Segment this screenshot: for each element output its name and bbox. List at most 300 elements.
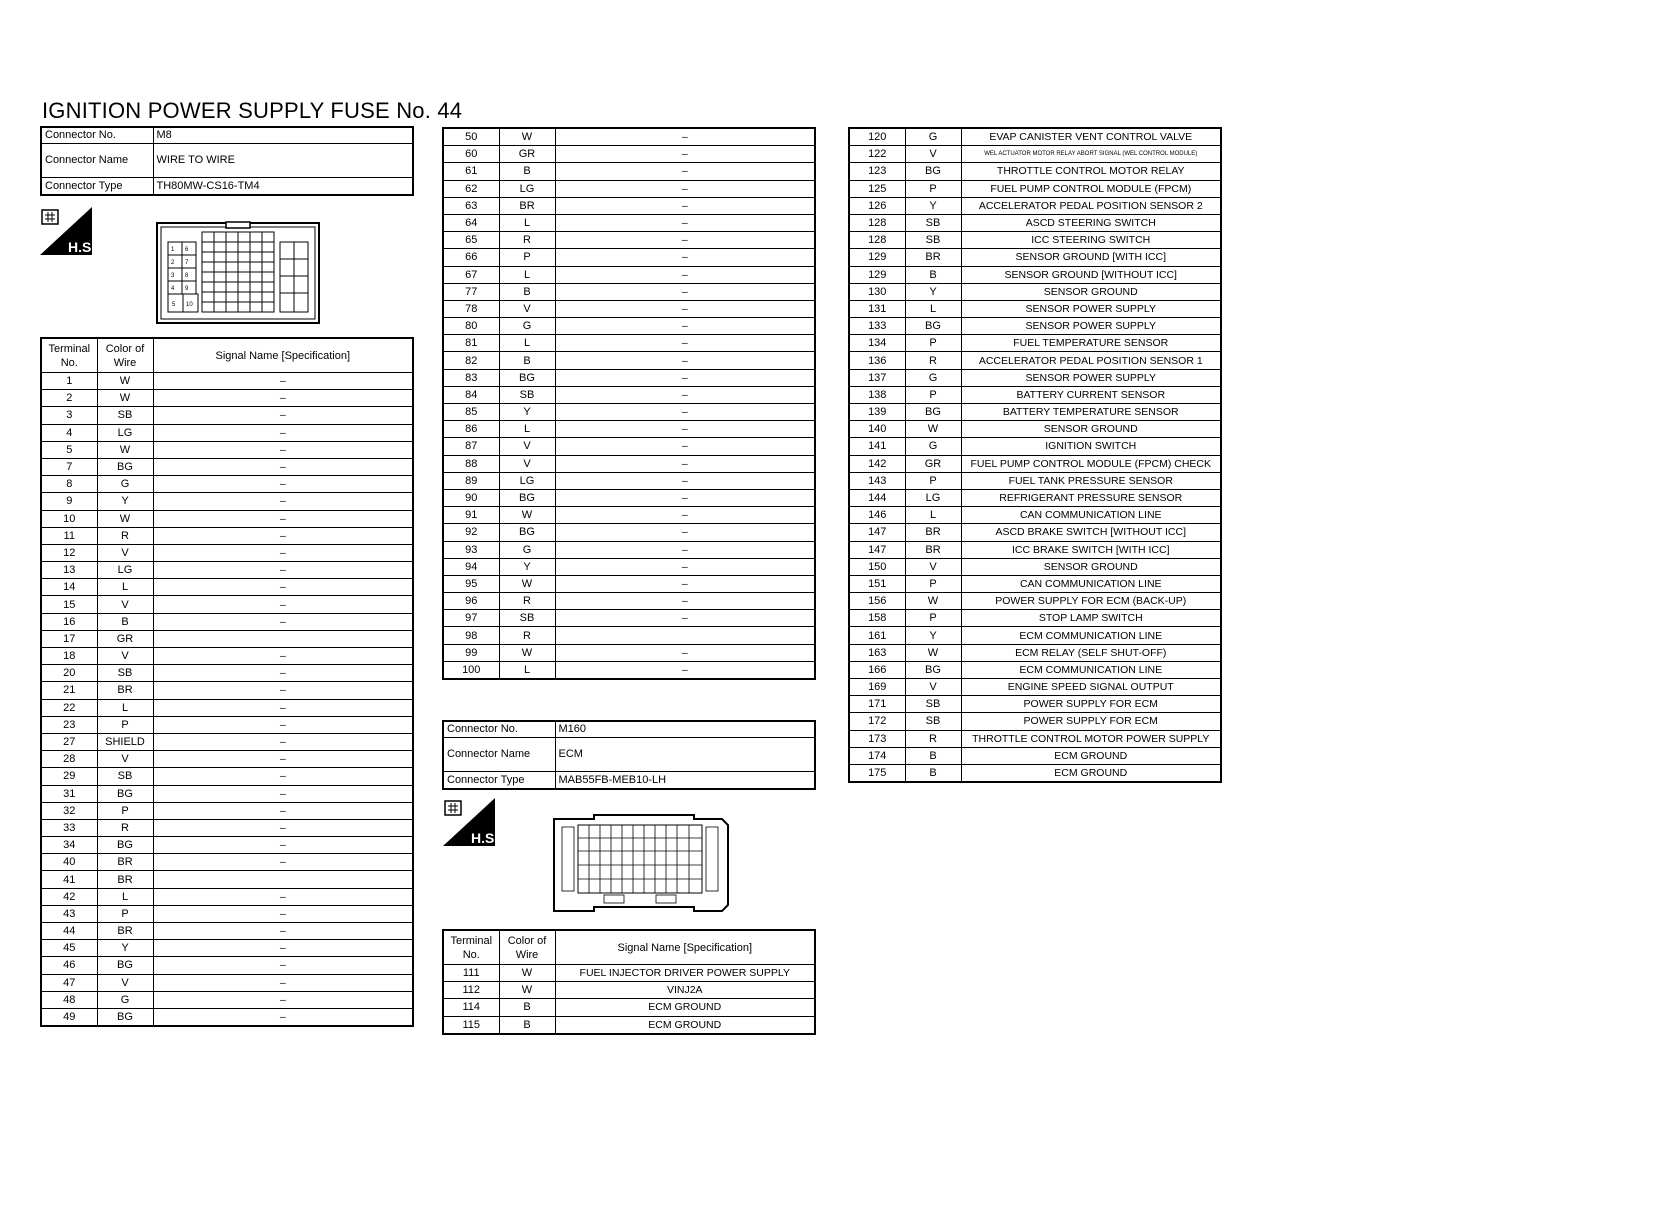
- wire-color-cell: B: [499, 283, 555, 300]
- terminal-cell: 82: [443, 352, 499, 369]
- table-row: [443, 386, 815, 403]
- table-row: [443, 249, 815, 266]
- wire-color-cell: BG: [499, 524, 555, 541]
- signal-name-cell: ACCELERATOR PEDAL POSITION SENSOR 1: [961, 352, 1221, 369]
- table-row: [443, 266, 815, 283]
- pin-label: 5: [172, 302, 176, 308]
- wire-color-cell: SB: [499, 386, 555, 403]
- wire-color-cell: W: [97, 510, 153, 527]
- table-row: [41, 407, 413, 424]
- table-row: [41, 837, 413, 854]
- terminal-cell: 158: [849, 610, 905, 627]
- wire-color-cell: SB: [905, 232, 961, 249]
- wire-color-cell: BG: [97, 957, 153, 974]
- table-row: [443, 197, 815, 214]
- wire-color-cell: W: [97, 441, 153, 458]
- terminal-cell: 146: [849, 507, 905, 524]
- signal-name-cell: –: [555, 214, 815, 231]
- signal-name-cell: ICC STEERING SWITCH: [961, 232, 1221, 249]
- table-row: [849, 266, 1221, 283]
- signal-name-cell: –: [555, 610, 815, 627]
- table-row: [41, 905, 413, 922]
- terminal-cell: 166: [849, 661, 905, 678]
- wire-color-cell: G: [905, 128, 961, 146]
- table-row: [849, 197, 1221, 214]
- terminal-cell: 13: [41, 562, 97, 579]
- terminal-cell: 11: [41, 527, 97, 544]
- table-row: [443, 369, 815, 386]
- pin-label: 1: [171, 247, 175, 253]
- wire-color-cell: LG: [499, 472, 555, 489]
- wire-color-cell: R: [97, 819, 153, 836]
- wire-color-cell: BR: [97, 871, 153, 888]
- wire-color-cell: BR: [97, 923, 153, 940]
- wire-color-cell: B: [499, 352, 555, 369]
- wire-color-cell: BG: [905, 163, 961, 180]
- signal-name-cell: SENSOR POWER SUPPLY: [961, 369, 1221, 386]
- wire-color-cell: P: [97, 802, 153, 819]
- signal-name-cell: –: [555, 249, 815, 266]
- table-row: [443, 1016, 815, 1034]
- table-row: [41, 630, 413, 647]
- wire-color-cell: G: [499, 318, 555, 335]
- wire-color-cell: V: [905, 679, 961, 696]
- signal-name-cell: –: [555, 558, 815, 575]
- table-row: [849, 541, 1221, 558]
- connector-no-value: M160: [555, 721, 815, 737]
- terminal-cell: 99: [443, 644, 499, 661]
- terminal-cell: 173: [849, 730, 905, 747]
- signal-name-cell: SENSOR GROUND: [961, 283, 1221, 300]
- terminal-cell: 48: [41, 991, 97, 1008]
- signal-name-cell: FUEL TEMPERATURE SENSOR: [961, 335, 1221, 352]
- signal-name-cell: –: [153, 373, 413, 390]
- table-row: [41, 613, 413, 630]
- signal-name-cell: –: [555, 283, 815, 300]
- wire-color-cell: BG: [499, 369, 555, 386]
- wire-color-cell: V: [499, 300, 555, 317]
- terminal-cell: 129: [849, 249, 905, 266]
- signal-name-cell: ACCELERATOR PEDAL POSITION SENSOR 2: [961, 197, 1221, 214]
- table-row: [849, 730, 1221, 747]
- signal-name-cell: –: [555, 438, 815, 455]
- table-row: [443, 300, 815, 317]
- pin-label: 3: [171, 273, 175, 279]
- terminal-cell: 151: [849, 575, 905, 592]
- signal-name-cell: –: [555, 180, 815, 197]
- terminal-cell: 83: [443, 369, 499, 386]
- terminal-cell: 49: [41, 1008, 97, 1026]
- wire-color-cell: BR: [905, 541, 961, 558]
- table-row: [849, 214, 1221, 231]
- terminal-cell: 50: [443, 128, 499, 146]
- terminal-cell: 20: [41, 665, 97, 682]
- connector-type-value: MAB55FB-MEB10-LH: [555, 771, 815, 789]
- terminal-cell: 44: [41, 923, 97, 940]
- table-row: [41, 458, 413, 475]
- table-row: [443, 558, 815, 575]
- table-row: [443, 999, 815, 1016]
- table-row: [849, 644, 1221, 661]
- signal-name-cell: –: [555, 455, 815, 472]
- table-row: [443, 627, 815, 644]
- terminal-cell: 125: [849, 180, 905, 197]
- harness-side-icon: [443, 798, 499, 846]
- signal-name-cell: SENSOR POWER SUPPLY: [961, 318, 1221, 335]
- table-row: [443, 421, 815, 438]
- wire-color-cell: W: [499, 575, 555, 592]
- table-row: [41, 699, 413, 716]
- table-row: [849, 713, 1221, 730]
- wire-color-cell: G: [97, 476, 153, 493]
- terminal-cell: 32: [41, 802, 97, 819]
- wire-color-cell: BR: [97, 854, 153, 871]
- signal-name-cell: EVAP CANISTER VENT CONTROL VALVE: [961, 128, 1221, 146]
- table-row: [443, 489, 815, 506]
- wire-color-cell: L: [499, 214, 555, 231]
- signal-name-cell: –: [555, 128, 815, 146]
- terminal-cell: 88: [443, 455, 499, 472]
- wire-color-cell: R: [499, 627, 555, 644]
- terminal-cell: 47: [41, 974, 97, 991]
- wire-color-cell: W: [499, 982, 555, 999]
- wire-color-cell: Y: [905, 283, 961, 300]
- terminal-cell: 133: [849, 318, 905, 335]
- signal-name-cell: –: [555, 146, 815, 163]
- signal-name-cell: –: [555, 404, 815, 421]
- signal-name-cell: STOP LAMP SWITCH: [961, 610, 1221, 627]
- terminal-cell: 22: [41, 699, 97, 716]
- terminal-cell: 139: [849, 404, 905, 421]
- terminal-cell: 90: [443, 489, 499, 506]
- wire-color-cell: W: [499, 644, 555, 661]
- terminal-cell: 41: [41, 871, 97, 888]
- table-row: [443, 146, 815, 163]
- table-row: [443, 507, 815, 524]
- table-row: [849, 283, 1221, 300]
- wire-color-cell: BG: [97, 837, 153, 854]
- signal-name-cell: –: [153, 527, 413, 544]
- terminal-cell: 46: [41, 957, 97, 974]
- table-row: [41, 991, 413, 1008]
- terminal-cell: 95: [443, 575, 499, 592]
- table-row: [41, 716, 413, 733]
- wire-color-cell: W: [905, 644, 961, 661]
- terminal-cell: 93: [443, 541, 499, 558]
- terminal-cell: 28: [41, 751, 97, 768]
- wire-color-cell: L: [97, 888, 153, 905]
- signal-name-cell: –: [153, 733, 413, 750]
- table-row: [41, 424, 413, 441]
- wire-color-cell: SB: [97, 407, 153, 424]
- wire-color-cell: P: [905, 575, 961, 592]
- signal-name-cell: –: [153, 613, 413, 630]
- wire-color-cell: R: [905, 352, 961, 369]
- terminal-cell: 86: [443, 421, 499, 438]
- table-row: [849, 489, 1221, 506]
- signal-name-cell: –: [153, 390, 413, 407]
- signal-name-cell: –: [555, 163, 815, 180]
- signal-name-cell: ECM COMMUNICATION LINE: [961, 627, 1221, 644]
- connector-no-label: Connector No.: [41, 127, 153, 143]
- table-row: [41, 562, 413, 579]
- wire-color-cell: LG: [97, 562, 153, 579]
- connector-type-label: Connector Type: [41, 177, 153, 195]
- pin-label: 8: [185, 273, 189, 279]
- terminal-cell: 163: [849, 644, 905, 661]
- wire-color-cell: P: [905, 180, 961, 197]
- table-row: [41, 390, 413, 407]
- wire-color-cell: L: [97, 579, 153, 596]
- table-row: [849, 472, 1221, 489]
- table-row: [443, 163, 815, 180]
- table-row: [443, 965, 815, 982]
- table-row: [849, 232, 1221, 249]
- table-row: [849, 764, 1221, 782]
- table-row: [41, 648, 413, 665]
- signal-name-cell: –: [153, 424, 413, 441]
- table-row: [849, 661, 1221, 678]
- wire-color-cell: W: [97, 373, 153, 390]
- signal-name-cell: –: [153, 544, 413, 561]
- wire-color-cell: V: [97, 974, 153, 991]
- table-row: [41, 733, 413, 750]
- signal-name-cell: –: [555, 472, 815, 489]
- table-row: [443, 404, 815, 421]
- signal-name-cell: –: [153, 682, 413, 699]
- table-row: [41, 957, 413, 974]
- signal-name-cell: THROTTLE CONTROL MOTOR RELAY: [961, 163, 1221, 180]
- wire-color-cell: Y: [499, 404, 555, 421]
- signal-name-cell: –: [555, 197, 815, 214]
- terminal-cell: 84: [443, 386, 499, 403]
- wire-color-cell: P: [905, 386, 961, 403]
- terminal-cell: 172: [849, 713, 905, 730]
- signal-name-cell: –: [153, 716, 413, 733]
- connector-name-label: Connector Name: [41, 143, 153, 177]
- table-row: [443, 335, 815, 352]
- wire-color-cell: Y: [97, 493, 153, 510]
- signal-name-cell: [555, 627, 815, 644]
- hs-label: H.S.: [471, 830, 499, 846]
- terminal-cell: 17: [41, 630, 97, 647]
- signal-name-cell: –: [555, 541, 815, 558]
- header-signal: Signal Name [Specification]: [153, 338, 413, 373]
- table-row: [849, 421, 1221, 438]
- table-row: [849, 679, 1221, 696]
- signal-name-cell: –: [153, 441, 413, 458]
- signal-name-cell: –: [153, 699, 413, 716]
- terminal-cell: 131: [849, 300, 905, 317]
- wire-color-cell: SB: [905, 214, 961, 231]
- wire-color-cell: W: [499, 128, 555, 146]
- signal-name-cell: –: [555, 421, 815, 438]
- signal-name-cell: REFRIGERANT PRESSURE SENSOR: [961, 489, 1221, 506]
- wire-color-cell: V: [905, 146, 961, 163]
- wire-color-cell: BR: [97, 682, 153, 699]
- wire-color-cell: LG: [97, 424, 153, 441]
- terminal-cell: 87: [443, 438, 499, 455]
- wire-color-cell: V: [97, 751, 153, 768]
- table-row: [443, 575, 815, 592]
- signal-name-cell: –: [153, 562, 413, 579]
- signal-name-cell: ECM GROUND: [961, 764, 1221, 782]
- signal-name-cell: –: [555, 232, 815, 249]
- table-row: [443, 283, 815, 300]
- signal-name-cell: –: [555, 300, 815, 317]
- wire-color-cell: W: [499, 965, 555, 982]
- terminal-cell: 60: [443, 146, 499, 163]
- terminal-cell: 114: [443, 999, 499, 1016]
- pin-label: 2: [171, 260, 175, 266]
- terminal-cell: 161: [849, 627, 905, 644]
- signal-name-cell: –: [153, 974, 413, 991]
- signal-name-cell: SENSOR GROUND: [961, 421, 1221, 438]
- signal-name-cell: –: [555, 661, 815, 679]
- connector-type-value: TH80MW-CS16-TM4: [153, 177, 413, 195]
- terminal-cell: 147: [849, 541, 905, 558]
- terminal-cell: 128: [849, 214, 905, 231]
- table-row: [41, 819, 413, 836]
- terminal-cell: 3: [41, 407, 97, 424]
- table-row: [849, 593, 1221, 610]
- wire-color-cell: Y: [499, 558, 555, 575]
- terminal-cell: 5: [41, 441, 97, 458]
- wire-color-cell: SHIELD: [97, 733, 153, 750]
- header-terminal: Terminal No.: [443, 930, 499, 965]
- table-row: [41, 493, 413, 510]
- signal-name-cell: SENSOR GROUND [WITHOUT ICC]: [961, 266, 1221, 283]
- wire-color-cell: P: [97, 716, 153, 733]
- wire-color-cell: B: [499, 163, 555, 180]
- terminal-cell: 81: [443, 335, 499, 352]
- wire-color-cell: P: [97, 905, 153, 922]
- wire-color-cell: G: [499, 541, 555, 558]
- terminal-cell: 10: [41, 510, 97, 527]
- terminal-cell: 140: [849, 421, 905, 438]
- table-row: [41, 854, 413, 871]
- signal-name-cell: –: [555, 507, 815, 524]
- pin-label: 4: [171, 286, 175, 292]
- table-row: [443, 644, 815, 661]
- signal-name-cell: –: [153, 648, 413, 665]
- terminal-table-m160: [442, 929, 816, 1035]
- page-title: IGNITION POWER SUPPLY FUSE No. 44: [42, 98, 463, 123]
- wire-color-cell: L: [499, 335, 555, 352]
- wire-color-cell: B: [905, 747, 961, 764]
- table-row: [849, 438, 1221, 455]
- terminal-cell: 65: [443, 232, 499, 249]
- signal-name-cell: [153, 871, 413, 888]
- table-row: [849, 335, 1221, 352]
- table-row: [41, 1008, 413, 1026]
- terminal-cell: 111: [443, 965, 499, 982]
- terminal-cell: 42: [41, 888, 97, 905]
- signal-name-cell: –: [555, 266, 815, 283]
- terminal-cell: 128: [849, 232, 905, 249]
- terminal-cell: 126: [849, 197, 905, 214]
- signal-name-cell: –: [153, 476, 413, 493]
- wire-color-cell: GR: [97, 630, 153, 647]
- table-row: [849, 318, 1221, 335]
- terminal-cell: 134: [849, 335, 905, 352]
- terminal-cell: 122: [849, 146, 905, 163]
- signal-name-cell: ASCD BRAKE SWITCH [WITHOUT ICC]: [961, 524, 1221, 541]
- terminal-cell: 96: [443, 593, 499, 610]
- signal-name-cell: –: [153, 407, 413, 424]
- wire-color-cell: W: [499, 507, 555, 524]
- signal-name-cell: –: [153, 802, 413, 819]
- wire-color-cell: B: [97, 613, 153, 630]
- terminal-cell: 156: [849, 593, 905, 610]
- pin-label: 9: [185, 286, 189, 292]
- terminal-cell: 18: [41, 648, 97, 665]
- terminal-cell: 61: [443, 163, 499, 180]
- wire-color-cell: B: [905, 764, 961, 782]
- wire-color-cell: BG: [97, 785, 153, 802]
- table-row: [41, 785, 413, 802]
- terminal-cell: 85: [443, 404, 499, 421]
- wire-color-cell: L: [499, 661, 555, 679]
- table-row: [849, 507, 1221, 524]
- table-row: [443, 472, 815, 489]
- wire-color-cell: SB: [905, 713, 961, 730]
- connector-m160-face: [552, 813, 730, 918]
- wire-color-cell: SB: [905, 696, 961, 713]
- signal-name-cell: FUEL PUMP CONTROL MODULE (FPCM) CHECK: [961, 455, 1221, 472]
- signal-name-cell: CAN COMMUNICATION LINE: [961, 507, 1221, 524]
- wire-color-cell: L: [905, 507, 961, 524]
- wire-color-cell: W: [905, 593, 961, 610]
- table-row: [849, 128, 1221, 146]
- terminal-cell: 33: [41, 819, 97, 836]
- signal-name-cell: –: [153, 751, 413, 768]
- wire-color-cell: B: [499, 999, 555, 1016]
- table-row: [443, 128, 815, 146]
- wire-color-cell: BG: [97, 1008, 153, 1026]
- header-color: Color of Wire: [499, 930, 555, 965]
- wire-color-cell: V: [97, 648, 153, 665]
- signal-name-cell: –: [153, 837, 413, 854]
- terminal-cell: 144: [849, 489, 905, 506]
- terminal-cell: 7: [41, 458, 97, 475]
- header-signal: Signal Name [Specification]: [555, 930, 815, 965]
- header-color: Color of Wire: [97, 338, 153, 373]
- wire-color-cell: P: [905, 610, 961, 627]
- terminal-cell: 67: [443, 266, 499, 283]
- wire-color-cell: P: [905, 472, 961, 489]
- signal-name-cell: –: [555, 318, 815, 335]
- terminal-table-m8: [40, 337, 414, 1027]
- terminal-cell: 123: [849, 163, 905, 180]
- signal-name-cell: CAN COMMUNICATION LINE: [961, 575, 1221, 592]
- wire-color-cell: V: [499, 455, 555, 472]
- signal-name-cell: POWER SUPPLY FOR ECM (BACK-UP): [961, 593, 1221, 610]
- signal-name-cell: –: [153, 1008, 413, 1026]
- signal-name-cell: ICC BRAKE SWITCH [WITH ICC]: [961, 541, 1221, 558]
- table-row: [41, 544, 413, 561]
- signal-name-cell: SENSOR GROUND: [961, 558, 1221, 575]
- wire-color-cell: W: [97, 390, 153, 407]
- terminal-cell: 147: [849, 524, 905, 541]
- terminal-cell: 136: [849, 352, 905, 369]
- wire-color-cell: BR: [905, 524, 961, 541]
- wire-color-cell: V: [97, 544, 153, 561]
- table-row: [443, 593, 815, 610]
- signal-name-cell: –: [555, 593, 815, 610]
- table-row: [849, 575, 1221, 592]
- signal-name-cell: THROTTLE CONTROL MOTOR POWER SUPPLY: [961, 730, 1221, 747]
